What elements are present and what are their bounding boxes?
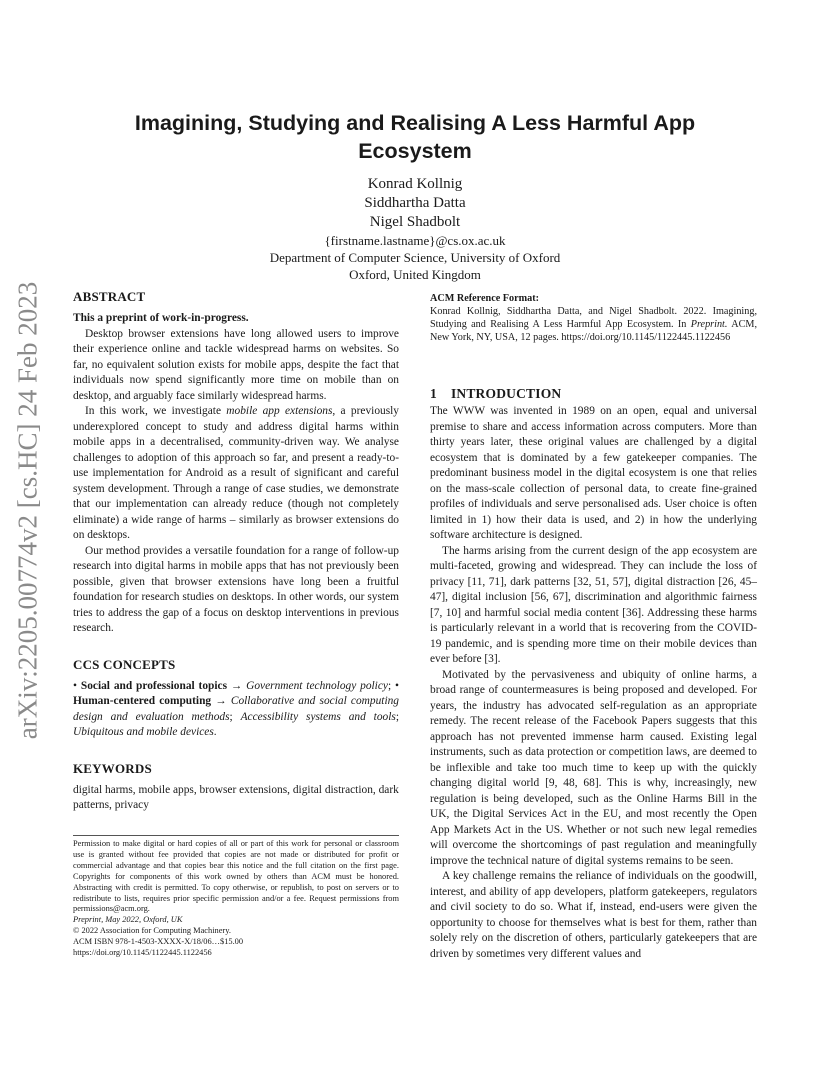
ccs-heading: CCS CONCEPTS <box>73 656 176 672</box>
permission-text: Permission to make digital or hard copies of all or part of this work for personal or classroom use is granted without fee provided that copies are not made or distributed for profit or commercial advantage and that copies bear this notice and the full citation on the first page. Copyrights for components of this work owned by others than ACM must be honored. Abstracting with credit is permitted. To copy otherwise, or republish, to post on servers or to redistribute to lists, requires prior specific permission and/or a fee. Request permissions from permissions@acm.org. <box>73 839 399 914</box>
author-email: {firstname.lastname}@cs.ox.ac.uk <box>324 233 506 248</box>
section-number: 1 <box>430 386 437 401</box>
doi-link[interactable]: https://doi.org/10.1145/1122445.1122456 <box>73 948 212 958</box>
introduction-heading <box>430 386 757 402</box>
author-1: Konrad Kollnig <box>367 176 463 192</box>
author-location: Oxford, United Kingdom <box>349 267 481 282</box>
abstract-paragraph-2: In this work, we investigate mobile app extensions, a previously underexplored concept to study and address digital harms within mobile apps in a decentralised, community-driven way. We analyse challenges to adoption of this approach so far, and present a ready-to-use implementation for Android as a result of significant and careful system development. Through a range of case studies, we demonstrate that our implementation can already reduce (though not completely eliminate) a wide range of harms – similarly as browser extensions do on desktops. <box>73 405 399 541</box>
copyright-line: © 2022 Association for Computing Machinery. <box>73 926 231 936</box>
right-column <box>430 292 757 962</box>
ccs-concepts: • Social and professional topics → Government technology policy; • Human-centered computing → Collaborative and social computing design and evaluation methods; Accessibility systems and tools; Ubiquitous and mobile devices. <box>73 679 399 738</box>
title-line-1: Imagining, Studying and Realising A Less Harmful App <box>134 111 696 135</box>
acm-reference-heading: ACM Reference Format: <box>430 293 539 304</box>
author-affiliation: Department of Computer Science, University of Oxford <box>269 250 561 265</box>
intro-paragraph-1: The WWW was invented in 1989 on an open, equal and universal premise to share and access information across computers. More than thirty years later, these original values are challenged by a digital ecosystem that is dominated by a few gatekeeper companies. The predominant business model in the digital ecosystem is one that relies on the mass-scale collection of personal data, to create fine-grained profiles of individuals and serve personalised ads. User choice is often limited in 1) how their data is used, and 2) in how the underlying software architecture is designed. <box>430 405 757 541</box>
preprint-note: This a preprint of work-in-progress. <box>73 312 249 324</box>
keywords-text: digital harms, mobile apps, browser extensions, digital distraction, dark patterns, privacy <box>73 783 399 811</box>
abstract-paragraph-1: Desktop browser extensions have long allowed users to improve their experience online and tackle widespread harms on websites. So far, no equivalent solution exists for mobile apps, despite the fact that individuals now spend significantly more time on mobile than on desktop, and arguably face similarly widespread harms. <box>73 327 399 402</box>
intro-paragraph-2: The harms arising from the current design of the app ecosystem are multi-faceted, growing and widespread. They can include the loss of privacy [11, 71], dark patterns [32, 51, 57], digital distraction [26, 45–47], digital inclusion [56, 67], discrimination and algorithmic fairness [7, 10] and harmful social media content [36]. Addressing these harms is particularly relevant in a world that is recovering from the COVID-19 pandemic, and is spending more time on their mobile devices than ever before [3]. <box>430 544 757 665</box>
isbn-line: ACM ISBN 978-1-4503-XXXX-X/18/06…$15.00 <box>73 937 244 947</box>
arxiv-stamp: arXiv:2205.00774v2 [cs.HC] 24 Feb 2023 <box>12 281 43 740</box>
permission-footnote <box>73 835 399 959</box>
venue-line: Preprint, May 2022, Oxford, UK <box>73 915 183 925</box>
section-title: INTRODUCTION <box>450 386 562 401</box>
left-column <box>73 289 399 814</box>
keywords-heading: KEYWORDS <box>73 760 152 776</box>
author-2: Siddhartha Datta <box>364 195 466 211</box>
author-3: Nigel Shadbolt <box>369 214 461 230</box>
paper-title <box>100 109 730 165</box>
abstract-heading: ABSTRACT <box>73 289 146 304</box>
author-block <box>100 175 730 283</box>
intro-paragraph-3: Motivated by the pervasiveness and ubiquity of online harms, a broad range of countermeasures is being proposed and developed. For years, the industry has advocated self-regulation as an appropriate remedy. The recent release of the Facebook Papers suggests that this approach has not prevented immense harm caused. Existing legal instruments, such as data protection or competition laws, are deemed to be inflexible and take too much time to keep up with the quickly changing digital world [9, 48, 68]. This is why, increasingly, new regulation is being developed, such as the Online Harms Bill in the UK, the Digital Services Act in the EU, and most recently the Open App Markets Act in the US. Whether or not such new legal remedies will overcome the shortcomings of past regulation and meaningfully improve the technical nature of digital systems remains to be seen. <box>430 668 757 867</box>
abstract-paragraph-3: Our method provides a versatile foundation for a range of follow-up research into digital harms in mobile apps that has not previously been possible, given that browser extensions have long been a fruitful foundation for research studies on desktops. In other words, our system tries to address the gap of a focus on desktop interventions in previous research. <box>73 544 399 634</box>
acm-reference-text: Konrad Kollnig, Siddhartha Datta, and Nigel Shadbolt. 2022. Imagining, Studying and Realising A Less Harmful App Ecosystem. In Preprint. ACM, New York, NY, USA, 12 pages. https://doi.org/10.1145/1122445.1122456 <box>430 306 757 343</box>
title-line-2: Ecosystem <box>358 139 472 163</box>
intro-paragraph-4: A key challenge remains the reliance of individuals on the goodwill, interest, and ability of app developers, platform gatekeepers, regulators and civil society to do so. What if, instead, end-users were given the opportunity to choose for themselves what is best for them, rather than solely rely on the discretion of others, particularly gatekeepers that are driven by sometimes very different values and <box>430 870 757 960</box>
